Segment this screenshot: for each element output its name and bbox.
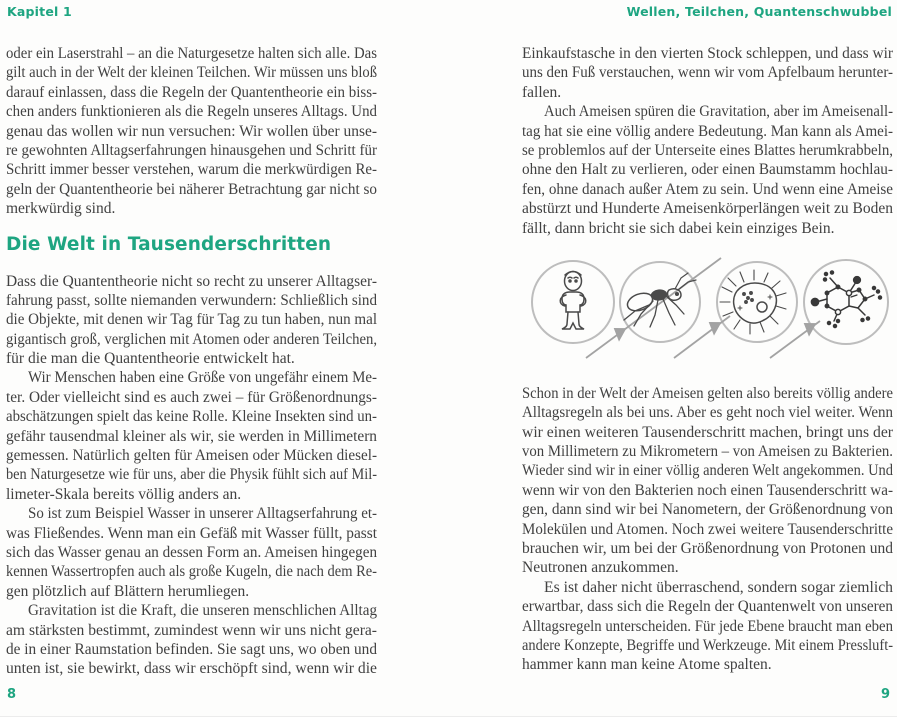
text-line: gen, dann sind wir bei Nanometern, der Größenordnung von <box>522 501 893 519</box>
text-line: Schritt immer besser verstehen, warum die merkwürdigen Re- <box>6 161 377 179</box>
text-line: kennen Wassertropfen auch als große Kugeln, die nach dem Re- <box>6 563 377 581</box>
text-line: die Objekte, mit denen wir Tag für Tag zu tun haben, nun mal <box>6 311 377 329</box>
text-line: gefähr tausendmal kleiner als wir, sie werden in Millimetern <box>6 427 377 445</box>
text-line: ben Naturgesetze wie für uns, aber die Physik fühlt sich auf Mil- <box>6 466 377 484</box>
circle-human <box>532 261 614 343</box>
microbe-icon <box>720 270 786 334</box>
right-page-number: 9 <box>880 687 890 702</box>
left-page-column <box>6 44 377 679</box>
text-line: limeter-Skala bereits völlig anders an. <box>6 485 242 503</box>
text-line: Alltagsregeln als bei uns. Aber es geht noch viel weiter. Wenn <box>522 404 893 422</box>
text-line: gen plötzlich auf Blättern herumliegen. <box>6 582 250 600</box>
text-line: genau das wollen wir nun versuchen: Wir wollen über unse- <box>6 122 377 140</box>
text-line: gemessen. Natürlich gelten für Ameisen oder Mücken diesel- <box>6 447 377 465</box>
text-line: merkwürdig sind. <box>6 200 116 218</box>
text-line: tag hat sie eine völlig andere Bedeutung. Man kann als Amei- <box>522 122 893 140</box>
left-page-number: 8 <box>7 687 17 702</box>
text-line: wenn wir von den Bakterien noch einen Tausenderschritt wa- <box>522 481 893 499</box>
text-line: de in einer Raumstation befinden. Sie sagt uns, wo oben und <box>6 640 377 658</box>
text-line: Molekülen und Atomen. Noch zwei weitere Tausenderschritte <box>522 520 893 538</box>
text-line: gigantisch groß, verglichen mit Atomen oder anderen Teilchen, <box>6 330 377 348</box>
text-line: erwartbar, dass sich die Regeln der Quantenwelt von unseren <box>522 598 893 616</box>
molecule-icon <box>811 271 881 328</box>
text-line: chen anders funktionieren als die Regeln unseres Alltags. Und <box>6 103 377 121</box>
text-line: gilt auch in der Welt der kleinen Teilchen. Wir müssen uns bloß <box>6 64 377 82</box>
text-line: Alltagsregeln unterscheiden. Für jede Ebene braucht man eben <box>522 617 893 635</box>
text-line: Neutronen anzukommen. <box>522 559 679 577</box>
text-line: geln der Quantentheorie bei näherer Betrachtung gar nicht so <box>6 180 377 198</box>
text-line: fen, ohne danach außer Atem zu sein. Und wenn eine Ameise <box>522 180 893 198</box>
left-running-header: Kapitel 1 <box>7 4 72 19</box>
text-line: abstürzt und Hunderte Ameisenkörperlängen weit zu Boden <box>522 200 893 218</box>
text-line: Wieder sind wir in einer völlig anderen Welt angekommen. Und <box>522 462 893 480</box>
text-line: Es ist daher nicht überraschend, sondern sogar ziemlich <box>544 578 893 596</box>
circle-ant <box>620 262 700 342</box>
text-line: Wir Menschen haben eine Größe von ungefähr einem Me- <box>28 369 377 387</box>
text-line: für die man die Quantentheorie entwickelt hat. <box>6 350 295 368</box>
text-line: hammer kann man keine Atome spalten. <box>522 656 772 674</box>
right-running-header: Wellen, Teilchen, Quantenschwubbel <box>626 4 892 19</box>
ant-icon <box>624 273 696 327</box>
section-heading: Die Welt in Tausenderschritten <box>6 233 332 255</box>
text-line: So ist zum Beispiel Wasser in unserer Alltagserfahrung et- <box>28 505 377 523</box>
right-page-column <box>522 44 893 675</box>
text-line: abschätzungen spielt das keine Rolle. Kleine Insekten sind un- <box>6 408 377 426</box>
text-line: fahrung passt, sollte niemanden verwundern: Schließlich sind <box>6 291 377 309</box>
text-line: re gewohnten Alltagserfahrungen hinausgehen und Schritt für <box>6 141 377 159</box>
text-line: andere Konzepte, Begriffe und Werkzeuge. Mit einem Pressluft- <box>522 636 893 654</box>
text-line: am stärksten bestimmt, zumindest wenn wir uns nicht gera- <box>6 621 377 639</box>
text-line: se problemlos auf der Unterseite eines Blattes herumkrabbeln, <box>522 141 893 159</box>
text-line: von Millimetern zu Mikrometern – von Ameisen zu Bakterien. <box>522 443 893 461</box>
text-line: unten ist, sie bewirkt, dass wir erschöpft sind, wenn wir die <box>6 660 377 678</box>
text-line: Dass die Quantentheorie nicht so recht zu unserer Alltagser- <box>6 272 377 290</box>
scale-illustration <box>522 254 893 362</box>
text-line: sich das Wasser genau an dessen Form an. Ameisen hingegen <box>6 543 377 561</box>
text-line: oder ein Laserstrahl – an die Naturgesetze halten sich alle. Das <box>6 45 377 62</box>
text-line: fallen. <box>522 83 562 101</box>
text-line: brauchen wir, um bei der Größenordnung von Protonen und <box>522 540 893 558</box>
text-line: wir einen weiteren Tausenderschritt machen, bringt uns der <box>522 423 893 441</box>
text-line: uns den Fuß verstauchen, wenn wir vom Apfelbaum herunter- <box>522 64 893 82</box>
text-line: ohne den Halt zu verlieren, oder einen Baumstamm hochlau- <box>522 161 893 179</box>
human-icon <box>560 271 586 329</box>
text-line: darauf einlassen, dass die Regeln der Quantentheorie ein biss- <box>6 83 377 101</box>
text-line: fällt, dann bricht sie sich dabei kein einziges Bein. <box>522 219 835 237</box>
text-line: ter. Oder vielleicht sind es auch zwei – für Größenordnungs- <box>6 388 377 406</box>
text-line: Einkaufstasche in den vierten Stock schleppen, und dass wir <box>522 45 893 62</box>
text-line: Schon in der Welt der Ameisen gelten also bereits völlig andere <box>522 384 893 402</box>
text-line: was Fließendes. Wenn man ein Gefäß mit Wasser füllt, passt <box>6 524 377 542</box>
text-line: Gravitation ist die Kraft, die unseren menschlichen Alltag <box>28 602 377 620</box>
text-line: Auch Ameisen spüren die Gravitation, aber im Ameisenall- <box>544 103 893 121</box>
